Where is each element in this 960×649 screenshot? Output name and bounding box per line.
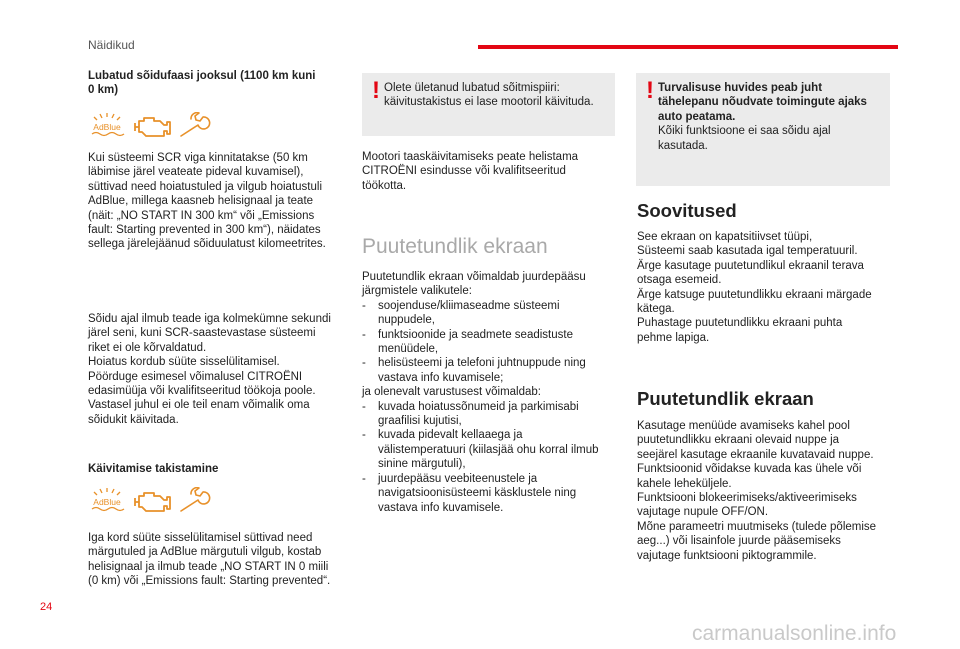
warning-box-safety bbox=[636, 73, 890, 186]
list-item: - juurdepääsu veebiteenustele ja navigatsioonisüsteemi käsklustele ning vastava info kuvamisele. bbox=[362, 472, 577, 514]
touchscreen-description: Puutetundlik ekraan võimaldab juurdepääsu järgmistele valikutele: - soojenduse/kliimaseadme süsteemi nuppudele, - funktsioonide ja seadmete seadistuste menüüdele, - helisüsteemi ja telefoni juhtnuppude ning vastava info kuvamisele; ja olenevalt varustusest võimaldab: - kuvada hoiatussõnumeid ja parkimisabi graafilisi kujutisi, - kuvada pidevalt kellaaega ja välistemperatuuri (kiilasjää ohu korral ilmub sinine märgutuli), - juurdepääsu veebiteenustele ja navigatsioonisüsteemi käsklustele ning vastava info kuvamisele. bbox=[362, 270, 617, 515]
paragraph-engine-restart: Mootori taaskäivitamiseks peate helistama CITROËNI esindusse või kvalifitseeritud töökotta. bbox=[362, 151, 579, 192]
engine-icon bbox=[132, 112, 172, 140]
list-item: - funktsioonide ja seadmete seadistuste menüüdele, bbox=[362, 328, 573, 356]
wrench-icon bbox=[178, 487, 212, 515]
warning-exclamation-icon: ! bbox=[646, 77, 654, 104]
header-accent-bar bbox=[478, 45, 898, 49]
watermark: carmanualsonline.info bbox=[692, 622, 897, 645]
paragraph-start-prevented: Iga kord süüte sisselülitamisel süttivad need märgutuled ja AdBlue märgutuli vilgub, kostab helisignaal ja ilmub teade „NO START IN 0 miili (0 km) või „Emissions fault: Starting prevented“. bbox=[88, 532, 331, 588]
paragraph-driving-message: Sõidu ajal ilmub teade iga kolmekümne sekundi järel seni, kuni SCR-saastevastase süsteemi riket ei ole kõrvaldatud. Hoiatus kordub süüte sisselülitamisel. Pöörduge esimesel võimalusel CITROËNI edasimüüja või kvalifitseeritud töökoja poole. Vastasel juhul ei ole teil enam võimalik oma sõidukit käivitada. bbox=[88, 313, 331, 426]
heading-touchscreen-usage: Puutetundlik ekraan bbox=[637, 388, 814, 409]
adblue-icon bbox=[88, 112, 126, 140]
warning-box-limit-exceeded bbox=[362, 73, 615, 136]
list-item: - kuvada hoiatussõnumeid ja parkimisabi graafilisi kujutisi, bbox=[362, 400, 579, 428]
engine-icon bbox=[132, 487, 172, 515]
paragraph-touchscreen-usage: Kasutage menüüde avamiseks kahel pool puutetundlikku ekraani olevaid nuppe ja seejärel kasutage ekraanile kuvatavaid nuppe. Funktsioonid võidakse kuvada kas ühele või kahele leheküljele. Funktsiooni blokeerimiseks/aktiveerimiseks vajutage nupule OFF/ON. Mõne parameetri muutmiseks (tulede põlemise aeg...) või lisainfole juurde pääsemiseks vajutage funktsiooni piktogrammile. bbox=[637, 420, 877, 562]
page-number: 24 bbox=[40, 601, 53, 613]
paragraph-recommendations: See ekraan on kapatsitiivset tüüpi, Süsteemi saab kasutada igal temperatuuril. Ärge kasutage puutetundlikul ekraanil terava otsaga esemeid. Ärge katsuge puutetundlikku ekraani märgade kätega. Puhastage puutetundlikku ekraani puhta pehme lapiga. bbox=[637, 231, 872, 344]
list-item: - helisüsteemi ja telefoni juhtnuppude ning vastava info kuvamisele; bbox=[362, 357, 586, 384]
list-item: - kuvada pidevalt kellaaega ja välistemperatuuri (kiilasjää ohu korral ilmub sinine märgutuli), bbox=[362, 429, 599, 471]
heading-touchscreen: Puutetundlik ekraan bbox=[362, 235, 548, 258]
warning-icons-row-2 bbox=[88, 487, 212, 515]
heading-recommendations: Soovitused bbox=[637, 200, 737, 221]
adblue-icon bbox=[88, 487, 126, 515]
warning-icons-row-1 bbox=[88, 112, 212, 140]
warning-text: Olete ületanud lubatud sõitmispiiri: käivitustakistus ei lase mootoril käivituda. bbox=[384, 82, 594, 109]
warning-exclamation-icon: ! bbox=[372, 77, 380, 104]
list-item: - soojenduse/kliimaseadme süsteemi nuppudele, bbox=[362, 299, 560, 327]
wrench-icon bbox=[178, 112, 212, 140]
warning-text: Turvalisuse huvides peab juht tähelepanu nõudvate toimingute ajaks auto peatama. Kõiki funktsioone ei saa sõidu ajal kasutada. bbox=[658, 82, 867, 152]
section-label: Näidikud bbox=[88, 38, 135, 52]
paragraph-scr-fault: Kui süsteemi SCR viga kinnitatakse (50 km läbimise järel veateate pideval kuvamisel), süttivad need hoiatustuled ja vilgub hoiatustuli AdBlue, millega kaasneb helisignaal ja teate (näit: „NO START IN 300 km“ või „Emissions fault: Starting prevented in 300 km“), näidates sellega järelejäänud sõiduulatust kilomeetrites. bbox=[88, 152, 326, 251]
svg-text:AdBlue: AdBlue bbox=[93, 497, 121, 507]
heading-allowed-driving-phase: Lubatud sõidufaasi jooksul (1100 km kuni 0 km) bbox=[88, 70, 316, 97]
svg-text:AdBlue: AdBlue bbox=[93, 122, 121, 132]
heading-start-prevention: Käivitamise takistamine bbox=[88, 463, 219, 475]
